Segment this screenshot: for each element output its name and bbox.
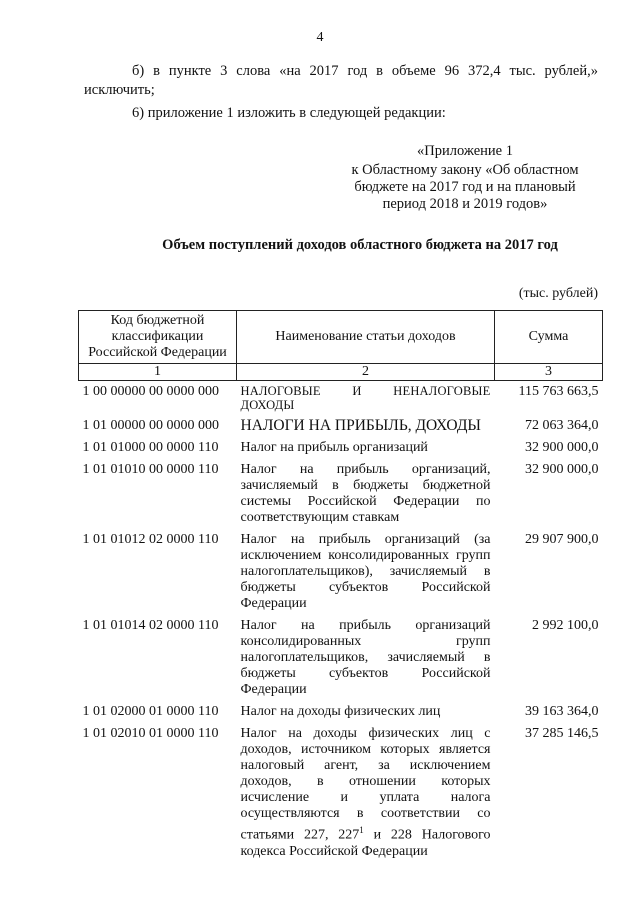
document-title: Объем поступлений доходов областного бюджета на 2017 год [162, 237, 558, 253]
column-number-1: 1 [79, 364, 237, 381]
page-number: 4 [316, 30, 324, 45]
column-number-3: 3 [495, 364, 603, 381]
appendix-line-3: период 2018 и 2019 годов» [382, 196, 548, 212]
row-sum: 2 992 100,0 [532, 618, 599, 633]
row-sum: 32 900 000,0 [525, 440, 599, 455]
row-name: Налог на прибыль организаций (за исключением консолидированных групп налогоплательщиков), зачисляемый в бюджеты субъектов Российской Федерации [240, 532, 491, 611]
row-name [237, 723, 495, 863]
row-code: 1 01 01010 00 0000 110 [82, 462, 219, 477]
row-code: 1 01 02010 01 0000 110 [82, 726, 219, 741]
table-row [79, 381, 603, 416]
row-sum: 37 285 146,5 [525, 726, 599, 741]
column-number-2: 2 [237, 364, 495, 381]
table-row [79, 701, 603, 723]
appendix-line-2: бюджете на 2017 год и на плановый [354, 179, 576, 195]
table-row [79, 437, 603, 459]
paragraph-b [84, 62, 598, 100]
units-label: (тыс. рублей) [518, 286, 598, 301]
row-name-superscript: 1 [359, 825, 364, 835]
row-code: 1 01 01000 00 0000 110 [82, 440, 219, 455]
header-name: Наименование статьи доходов [237, 311, 495, 364]
table-row [79, 615, 603, 701]
table-row [79, 415, 603, 437]
column-number-row [79, 364, 603, 381]
appendix-line-1: к Областному закону «Об областном [351, 162, 579, 178]
row-name-part-2: и 228 Налогового кодекса Российской Федерации [240, 827, 491, 859]
row-name: Налог на прибыль организаций, зачисляемый в бюджеты бюджетной системы Российской Федерации по соответствующим ставкам [240, 462, 491, 525]
table-row [79, 459, 603, 529]
paragraph-v-text: 6) приложение 1 изложить в следующей редакции: [132, 105, 446, 121]
row-sum: 32 900 000,0 [525, 462, 599, 477]
row-code: 1 01 00000 00 0000 000 [82, 418, 219, 433]
row-sum: 39 163 364,0 [525, 704, 599, 719]
header-sum: Сумма [495, 311, 603, 364]
table-row [79, 723, 603, 863]
row-name: Налог на доходы физических лиц [240, 704, 441, 719]
row-sum: 29 907 900,0 [525, 532, 599, 547]
row-name: Налог на прибыль организаций [240, 440, 428, 455]
revenue-table [78, 310, 603, 863]
row-code: 1 00 00000 00 0000 000 [82, 384, 219, 399]
row-name: НАЛОГИ НА ПРИБЫЛЬ, ДОХОДЫ [240, 417, 481, 434]
row-code: 1 01 01012 02 0000 110 [82, 532, 219, 547]
header-code: Код бюджетной классификации Российской Федерации [79, 311, 237, 364]
paragraph-b-text: б) в пункте 3 слова «на 2017 год в объеме 96 372,4 тыс. рублей,» исключить; [84, 63, 598, 98]
row-name: Налог на прибыль организаций консолидированных групп налогоплательщиков, зачисляемый в бюджеты субъектов Российской Федерации [240, 618, 491, 697]
table-row [79, 529, 603, 615]
appendix-heading: «Приложение 1 [417, 143, 513, 159]
table-header-row [79, 311, 603, 364]
row-name-part-1: Налог на доходы физических лиц с доходов, источником которых является налоговый агент, за исключением доходов, в отношении которых исчисление и уплата налога осуществляются в соответствии со статьями 227, 227 [240, 726, 491, 843]
row-sum: 115 763 663,5 [518, 384, 599, 399]
row-code: 1 01 01014 02 0000 110 [82, 618, 219, 633]
row-name: НАЛОГОВЫЕ И НЕНАЛОГОВЫЕ ДОХОДЫ [240, 384, 491, 412]
row-code: 1 01 02000 01 0000 110 [82, 704, 219, 719]
paragraph-v [84, 104, 598, 123]
row-sum: 72 063 364,0 [525, 418, 599, 433]
